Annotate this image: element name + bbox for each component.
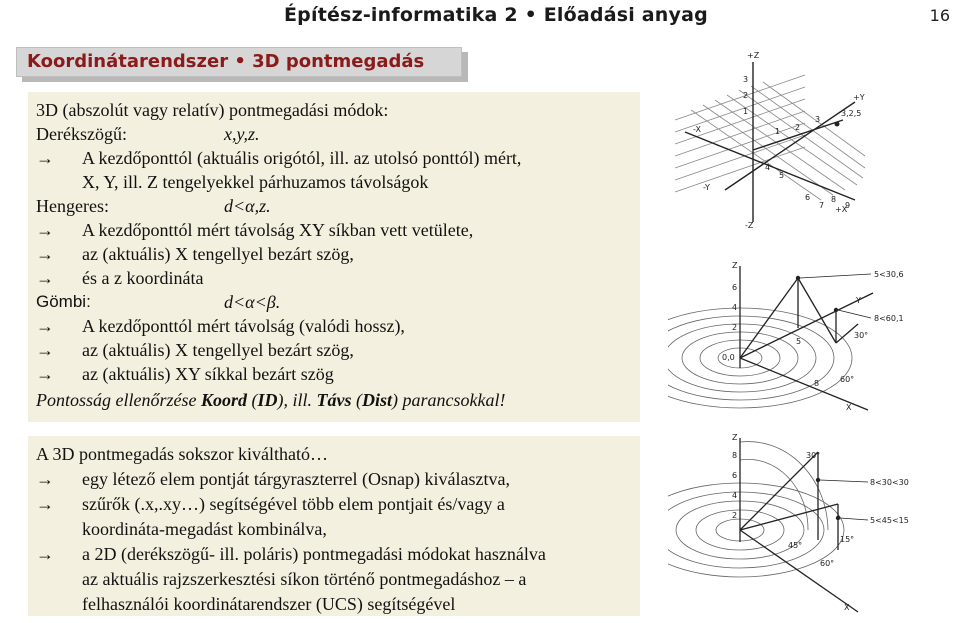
fig3-label-z: Z bbox=[732, 433, 738, 442]
fig1-label-plus-y: +Y bbox=[853, 93, 865, 102]
fig1-tick: 1 bbox=[743, 107, 749, 116]
slide-title: Koordinátarendszer • 3D pontmegadás bbox=[27, 51, 425, 72]
fig1-tick: 8 bbox=[831, 195, 837, 204]
fig1-label-minus-y: -Y bbox=[703, 183, 710, 192]
cartesian-desc-2: X, Y, ill. Z tengelyekkel párhuzamos távolságok bbox=[82, 172, 429, 192]
fig1-tick: 2 bbox=[743, 91, 749, 100]
fig2-tick: 2 bbox=[732, 323, 738, 332]
fig2-label-origin: 0,0 bbox=[722, 353, 735, 362]
cylindrical-value: d<α,z. bbox=[224, 196, 271, 216]
page-number: 16 bbox=[929, 6, 950, 25]
spherical-label: Gömbi: bbox=[36, 292, 91, 311]
alternative-2d-2: az aktuális rajzszerkesztési síkon történő pontmegadáshoz – a bbox=[82, 569, 527, 589]
coordinate-modes-panel bbox=[28, 92, 640, 422]
spherical-desc-3: az (aktuális) XY síkkal bezárt szög bbox=[82, 364, 334, 384]
alternative-osnap: egy létező elem pontját tárgyraszterrel (Osnap) kiválasztva, bbox=[82, 469, 510, 489]
fig1-tick: 7 bbox=[819, 201, 825, 210]
arrow-icon: → bbox=[36, 316, 54, 336]
fig1-tick: 3 bbox=[743, 75, 749, 84]
fig3-tick: 6 bbox=[732, 471, 738, 480]
cartesian-grid-figure bbox=[655, 40, 870, 230]
fig3-label-x: X bbox=[844, 603, 850, 612]
fig2-label-x: X bbox=[846, 403, 852, 412]
alternative-2d-3: felhasználói koordinátarendszer (UCS) segítségével bbox=[82, 594, 456, 614]
document-header: Építész-informatika 2 • Előadási anyag bbox=[284, 4, 708, 26]
fig3-label-angle-15: 15° bbox=[840, 535, 855, 544]
fig2-label-point-2: 8<60,1 bbox=[874, 314, 904, 323]
fig3-tick: 4 bbox=[732, 491, 738, 500]
fig2-label-angle-30: 30° bbox=[854, 331, 869, 340]
arrow-icon: → bbox=[36, 469, 54, 489]
fig1-label-plus-x: +X bbox=[835, 205, 848, 214]
fig2-tick: 4 bbox=[732, 303, 738, 312]
arrow-icon: → bbox=[36, 268, 54, 288]
slide-title-box bbox=[16, 47, 462, 77]
fig2-label-z: Z bbox=[732, 261, 738, 270]
arrow-icon: → bbox=[36, 340, 54, 360]
fig2-label-point-1: 5<30,6 bbox=[874, 270, 904, 279]
fig2-tick: 6 bbox=[732, 283, 738, 292]
cartesian-label: Derékszögű: bbox=[36, 124, 127, 144]
cylindrical-desc-2: az (aktuális) X tengellyel bezárt szög, bbox=[82, 244, 354, 264]
fig3-label-angle-60: 60° bbox=[820, 559, 835, 568]
fig3-label-point-1: 8<30<30 bbox=[870, 478, 909, 487]
fig2-label-y: Y bbox=[856, 296, 861, 305]
cylindrical-figure bbox=[668, 258, 958, 420]
fig2-tick: 5 bbox=[796, 337, 802, 346]
fig1-tick: 6 bbox=[805, 193, 811, 202]
cartesian-value: x,y,z. bbox=[224, 124, 260, 144]
alternative-2d-1: a 2D (derékszögű- ill. poláris) pontmegadási módokat használva bbox=[82, 544, 546, 564]
arrow-icon: → bbox=[36, 220, 54, 240]
fig3-label-angle-45: 45° bbox=[788, 541, 803, 550]
fig3-tick: 8 bbox=[732, 451, 738, 460]
fig2-tick: 8 bbox=[814, 379, 820, 388]
arrow-icon: → bbox=[36, 494, 54, 514]
alternatives-intro: A 3D pontmegadás sokszor kiváltható… bbox=[36, 444, 328, 464]
spherical-figure bbox=[668, 430, 958, 618]
arrow-icon: → bbox=[36, 544, 54, 564]
modes-intro: 3D (abszolút vagy relatív) pontmegadási módok: bbox=[36, 100, 389, 120]
fig1-label-plus-z: +Z bbox=[747, 51, 760, 60]
alternative-filters-2: koordináta-megadást kombinálva, bbox=[82, 519, 327, 539]
arrow-icon: → bbox=[36, 148, 54, 168]
cylindrical-desc-1: A kezdőponttól mért távolság XY síkban vett vetülete, bbox=[82, 220, 474, 240]
fig1-tick: 5 bbox=[779, 171, 785, 180]
fig3-tick: 2 bbox=[732, 511, 738, 520]
spherical-desc-1: A kezdőponttól mért távolság (valódi hossz), bbox=[82, 316, 405, 336]
fig1-tick: 2 bbox=[795, 123, 801, 132]
fig1-tick: 1 bbox=[775, 127, 781, 136]
fig3-label-point-2: 5<45<15 bbox=[870, 516, 909, 525]
spherical-value: d<α<β. bbox=[224, 292, 281, 312]
arrow-icon: → bbox=[36, 244, 54, 264]
fig1-tick: 4 bbox=[765, 163, 771, 172]
cartesian-desc-1: A kezdőponttól (aktuális origótól, ill. az utolsó ponttól) mért, bbox=[82, 148, 522, 168]
fig1-label-point: 3,2,5 bbox=[841, 109, 862, 118]
fig1-tick: 3 bbox=[815, 115, 821, 124]
alternatives-panel bbox=[28, 436, 640, 616]
fig1-label-minus-z: -Z bbox=[745, 221, 754, 230]
fig1-label-minus-x: -X bbox=[693, 125, 701, 134]
fig1-tick: 9 bbox=[845, 201, 851, 210]
fig3-label-angle-30: 30° bbox=[806, 451, 821, 460]
spherical-desc-2: az (aktuális) X tengellyel bezárt szög, bbox=[82, 340, 354, 360]
alternative-filters-1: szűrők (.x,.xy…) segítségével több elem pontjait és/vagy a bbox=[82, 494, 505, 514]
arrow-icon: → bbox=[36, 364, 54, 384]
cylindrical-label: Hengeres: bbox=[36, 196, 109, 216]
fig2-label-angle-60: 60° bbox=[840, 375, 855, 384]
precision-check-note: Pontosság ellenőrzése Koord (ID), ill. Távs (Dist) parancsokkal! bbox=[36, 390, 506, 410]
cylindrical-desc-3: és a z koordináta bbox=[82, 268, 204, 288]
